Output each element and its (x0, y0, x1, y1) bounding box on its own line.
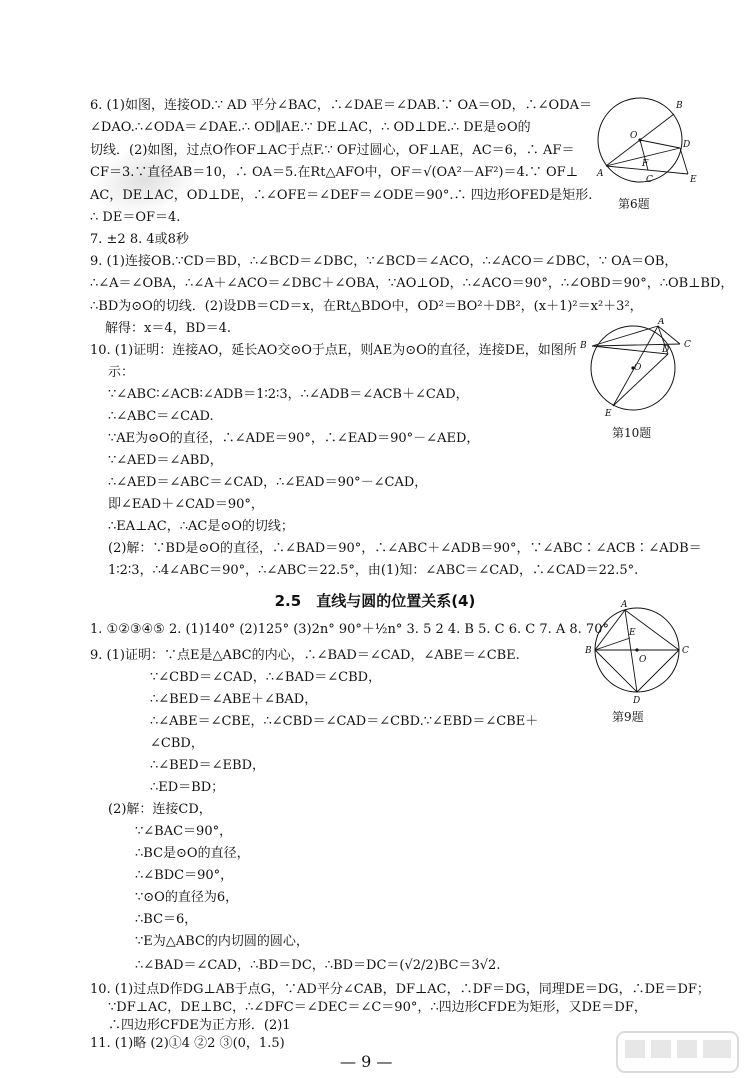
text-line: ∴BC是⊙O的直径， (135, 846, 250, 861)
text-line: 6. (1)如图，连接OD.∵ AD 平分∠BAC，∴∠DAE＝∠DAB.∵ OA＝OD，∴∠ODA＝ (90, 98, 593, 113)
fig6-label: F (642, 159, 649, 169)
text-line: ∵E为△ABC的内切圆的圆心， (135, 934, 309, 949)
fig10-label: E (605, 409, 612, 419)
text-line: 7. ±2 8. 4或8秒 (90, 232, 189, 247)
text-line: 1∶2∶3，∴4∠ABC＝90°，∴∠ABC＝22.5°，由(1)知：∠ABC＝∠CAD，∴∠CAD＝22.5°. (108, 563, 639, 578)
text-line: ∴∠AED＝∠ABC＝∠CAD，∴∠EAD＝90°－∠CAD， (108, 475, 428, 490)
fig6-label: B (676, 101, 683, 111)
text-line: CF＝3.∵直径AB＝10，∴ OA＝5.在Rt△AFO中，OF＝√(OA²－AF²)＝4.∵ OF⊥ (90, 165, 578, 180)
figure-6-caption: 第6题 (618, 197, 650, 211)
text-line: 10. (1)过点D作DG⊥AB于点G，∵AD平分∠CAB，DF⊥AC，∴DF＝DG，同理DE＝DG，∴DE＝DF； (90, 982, 710, 997)
page-number: — 9 — (340, 1052, 393, 1071)
fig6-label: D (683, 140, 691, 150)
text-line: ∠CBD， (150, 736, 204, 751)
text-line: ∴∠BED＝∠EBD， (150, 758, 265, 773)
text-line: 10. (1)证明：连接AO，延长AO交⊙O于点E，则AE为⊙O的直径，连接DE，如图所 (90, 343, 577, 358)
text-line: 11. (1)略 (2)①4 ②2 ③(0，1.5) (90, 1036, 285, 1051)
text-line: ∴ DE＝OF＝4. (90, 210, 181, 225)
fig10-label: O (634, 363, 642, 373)
text-line: ∵∠BAC＝90°， (135, 824, 233, 839)
fig10-label: A (658, 318, 665, 327)
figure-10-diagram (578, 318, 696, 420)
text-line: ∵⊙O的直径为6， (135, 890, 239, 905)
fig6-label: O (630, 131, 638, 141)
fig9-label: E (629, 628, 636, 638)
text-line: ∴∠A＝∠OBA，∴∠A＋∠ACO＝∠DBC＋∠OBA，∵AO⊥OD，∴∠ACO＝90°，∴∠OBD＝90°，∴OB⊥BD， (90, 276, 734, 291)
text-line: ∵∠ABC∶∠ACB∶∠ADB＝1∶2∶3，∴∠ADB＝∠ACB＋∠CAD， (108, 387, 469, 402)
text-line: ∴BC＝6， (135, 912, 198, 927)
text-line: 1. ①②③④⑤ 2. (1)140° (2)125° (3)2n° 90°＋½n° 3. 5 2 4. B 5. C 6. C 7. A 8. 70° (90, 622, 609, 637)
figure-9-caption: 第9题 (612, 710, 644, 724)
text-line: ∵∠CBD＝∠CAD，∴∠BAD＝∠CBD， (150, 670, 382, 685)
fig9-label: O (639, 655, 647, 665)
text-line: ∴∠ABE＝∠CBE，∴∠CBD＝∠CAD＝∠CBD.∵∠EBD＝∠CBE＋ (150, 714, 539, 729)
text-line: 9. (1)证明：∵点E是△ABC的内心，∴∠BAD＝∠CAD，∠ABE＝∠CBE. (90, 648, 520, 663)
text-line: 9. (1)连接OB.∵CD＝BD，∴∠BCD＝∠DBC，∵∠BCD＝∠ACO，∴∠ACO＝∠DBC，∵ OA＝OB， (90, 254, 678, 269)
figure-9-diagram (585, 600, 695, 704)
fig10-label: B (580, 341, 587, 351)
figure-6-diagram (592, 92, 702, 192)
text-line: ∴四边形CFDE为正方形．(2)1 (108, 1018, 291, 1033)
fig6-label: A (597, 169, 604, 179)
text-line: 切线．(2)如图，过点O作OF⊥AC于点F.∵ OF过圆心，OF⊥AE，AC＝6，∴ AF＝ (90, 143, 575, 158)
text-line: 即∠EAD＋∠CAD＝90°， (108, 497, 264, 512)
fig9-label: C (682, 646, 689, 656)
text-line: ∴∠BED＝∠ABE＋∠BAD， (150, 692, 318, 707)
text-line: ∴∠ABC＝∠CAD. (108, 409, 214, 424)
text-line: ∴EA⊥AC，∴AC是⊙O的切线； (108, 519, 294, 534)
text-line: ∴∠BAD＝∠CAD，∴BD＝DC，∴BD＝DC＝(√2/2)BC＝3√2. (135, 958, 501, 973)
watermark-logo (615, 1030, 740, 1074)
text-line: ∴BD为⊙O的切线．(2)设DB＝CD＝x，在Rt△BDO中，OD²＝BO²＋DB²，(x＋1)²＝x²＋3²， (90, 299, 643, 314)
fig9-label: A (621, 600, 628, 610)
fig9-label: B (585, 646, 592, 656)
text-line: ∵∠AED＝∠ABD， (108, 453, 223, 468)
text-line: 示： (108, 365, 135, 380)
text-line: ∵DF⊥AC，DE⊥BC，∴∠DFC＝∠DEC＝∠C＝90°，∴四边形CFDE为矩形，又DE＝DF， (108, 1000, 647, 1015)
fig6-label: E (690, 175, 697, 185)
fig6-label: C (646, 175, 653, 185)
text-line: (2)解：∵BD是⊙O的直径，∴∠BAD＝90°，∴∠ABC＋∠ADB＝90°，∵∠ABC∶∠ACB∶∠ADB＝ (108, 541, 702, 556)
figure-10-caption: 第10题 (612, 426, 652, 440)
fig10-label: C (684, 340, 691, 350)
fig10-label: D (662, 345, 670, 355)
text-line: ∠DAO.∴∠ODA＝∠DAE.∴ OD∥AE.∵ DE⊥AC，∴ OD⊥DE.∴ DE是⊙O的 (90, 120, 531, 135)
text-line: 解得：x＝4，BD＝4. (105, 321, 231, 336)
text-line: ∵AE为⊙O的直径，∴∠ADE＝90°，∴∠EAD＝90°－∠AED， (108, 431, 480, 446)
fig9-label: D (633, 696, 641, 704)
text-line: ∴ED＝BD； (150, 780, 225, 795)
text-line: AC，DE⊥AC，OD⊥DE，∴∠OFE＝∠DEF＝∠ODE＝90°.∴ 四边形OFED是矩形. (90, 188, 593, 203)
section-title: 2.5 直线与圆的位置关系(4) (274, 592, 476, 610)
text-line: ∴∠BDC＝90°， (135, 868, 234, 883)
text-line: (2)解：连接CD， (108, 802, 212, 817)
